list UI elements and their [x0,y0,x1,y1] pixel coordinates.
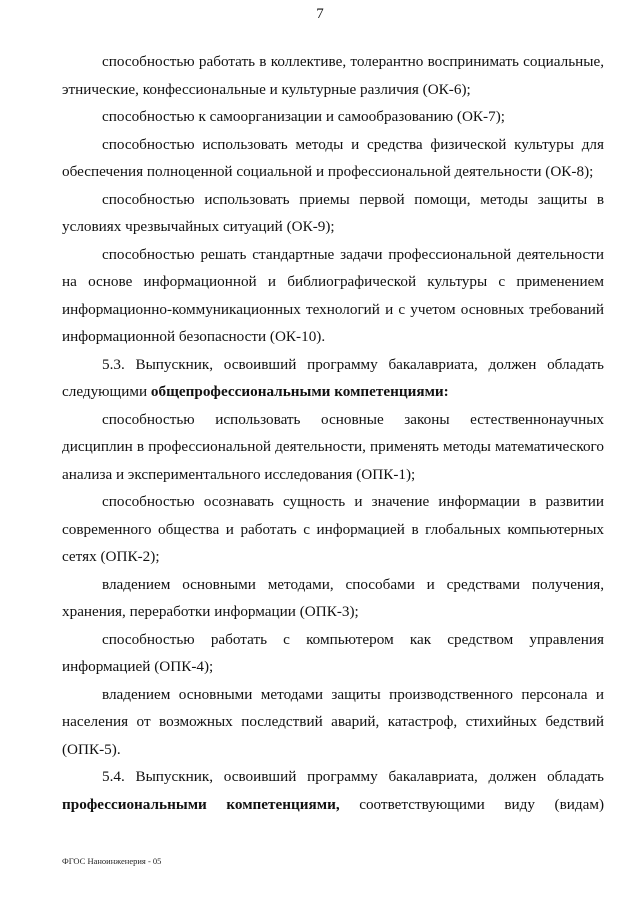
document-body [62,48,604,818]
paragraph-5-3-text: 5.3. Выпускник, освоивший программу бакалавриата, должен обладать следующими [62,355,604,400]
paragraph-ok-6: способностью работать в коллективе, толерантно воспринимать социальные, этнические, конфессиональные и культурные различия (ОК-6); [62,53,604,98]
paragraph-5-4-bold: профессиональными компетенциями, [62,795,340,813]
paragraph-5-4-post: соответствующими виду (видам) [339,795,605,813]
paragraph-opk-1: способностью использовать основные законы естественнонаучных дисциплин в профессиональной деятельности, применять методы математического анализа и экспериментального исследования (ОПК-1); [62,410,604,483]
paragraph-ok-8: способностью использовать методы и средства физической культуры для обеспечения полноценной социальной и профессиональной деятельности (ОК-8); [62,135,604,180]
paragraph-opk-5: владением основными методами защиты производственного персонала и населения от возможных последствий аварий, катастроф, стихийных бедствий (ОПК-5). [62,685,604,758]
paragraph-ok-9: способностью использовать приемы первой помощи, методы защиты в условиях чрезвычайных ситуаций (ОК-9); [62,190,604,235]
footer-document-id: ФГОС Наноинженерия - 05 [62,856,162,866]
paragraph-opk-3: владением основными методами, способами и средствами получения, хранения, переработки информации (ОПК-3); [62,575,604,620]
paragraph-5-3 [62,351,604,406]
paragraph-5-4-text: 5.4. Выпускник, освоивший программу бакалавриата, должен обладать [102,768,604,785]
paragraph-ok-10: способностью решать стандартные задачи профессиональной деятельности на основе информационной и библиографической культуры с применением информационно-коммуникационных технологий и с учетом основных требований информационной безопасности (ОК-10). [62,245,604,345]
paragraph-opk-2: способностью осознавать сущность и значение информации в развитии современного общества и работать с информацией в глобальных компьютерных сетях (ОПК-2); [62,493,604,565]
paragraph-5-3-bold: общепрофессиональными компетенциями: [150,383,449,400]
paragraph-ok-7: способностью к самоорганизации и самообразованию (ОК-7); [102,108,505,125]
paragraph-opk-4: способностью работать с компьютером как средством управления информацией (ОПК-4); [62,630,604,675]
paragraph-5-4 [62,763,604,818]
page-number: 7 [316,6,324,22]
